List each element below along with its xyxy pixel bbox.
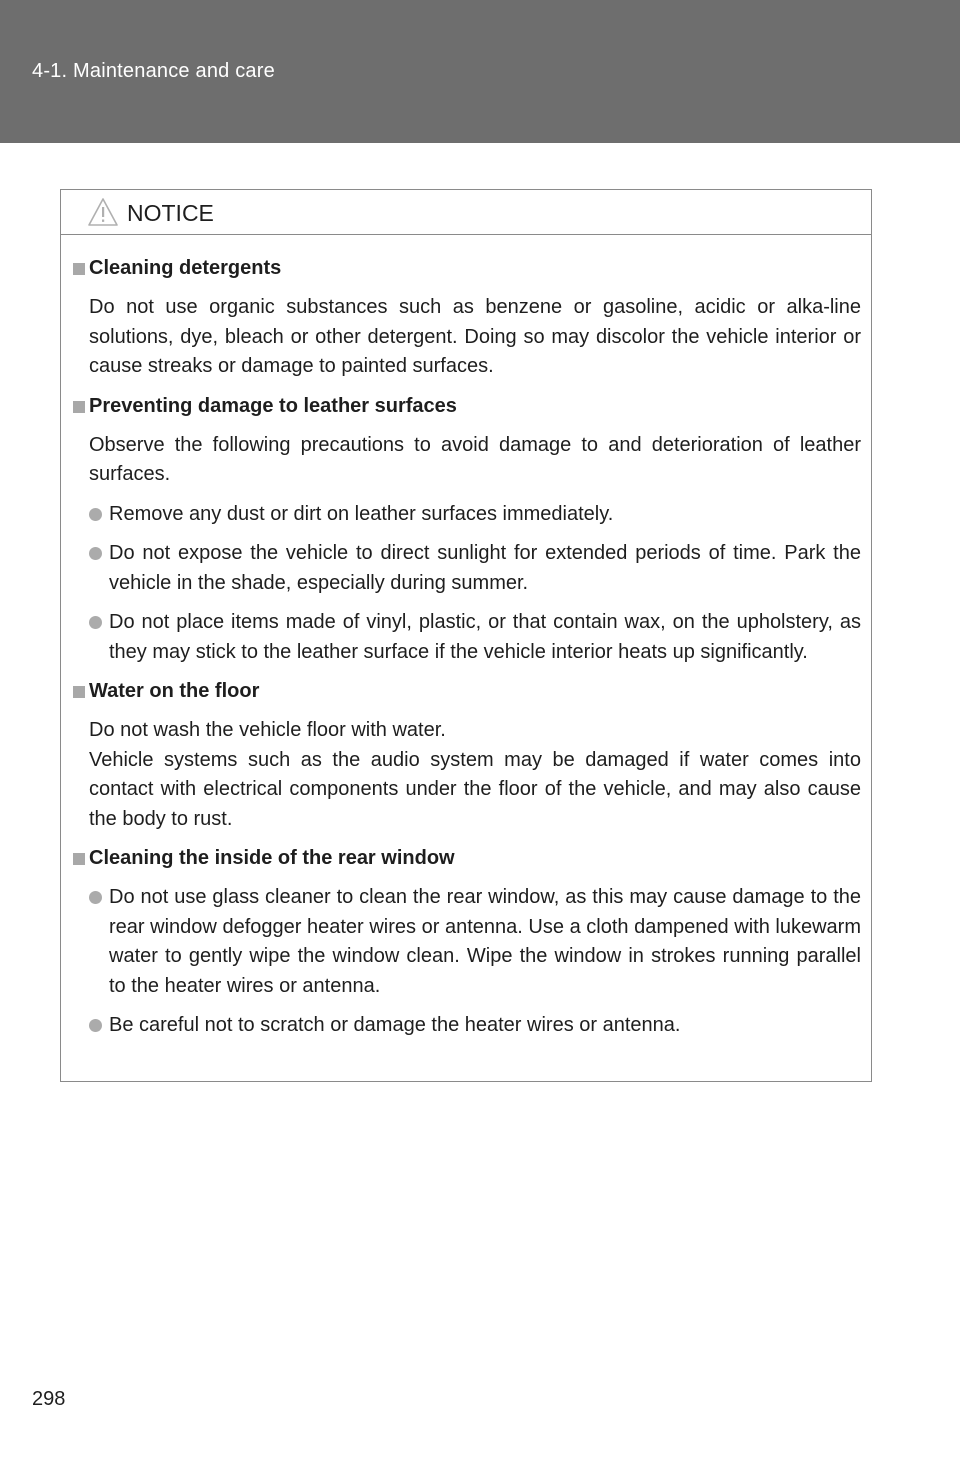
square-bullet-icon [73,401,85,413]
notice-title: NOTICE [127,200,214,226]
list-item: Do not expose the vehicle to direct sunlight for extended periods of time. Park the vehicle in the shade, especially during summer. [109,539,861,598]
circle-bullet-icon [89,508,102,521]
list-item: Be careful not to scratch or damage the heater wires or antenna. [109,1011,861,1041]
square-bullet-icon [73,686,85,698]
notice-header [61,190,871,235]
paragraph: Do not use organic substances such as benzene or gasoline, acidic or alka-line solutions, dye, bleach or other detergent. Doing so may discolor the vehicle interior or cause streaks or damage to painted surfaces. [89,296,861,377]
circle-bullet-icon [89,891,102,904]
paragraph: Observe the following precautions to avoid damage to and deterioration of leather surfaces. [89,433,861,485]
circle-bullet-icon [89,1019,102,1032]
list-item: Do not place items made of vinyl, plastic, or that contain wax, on the upholstery, as they may stick to the leather surface if the vehicle interior heats up significantly. [109,608,861,667]
section-heading: Cleaning the inside of the rear window [89,844,871,873]
paragraph: Vehicle systems such as the audio system may be damaged if water comes into contact with electrical components under the floor of the vehicle, and may also cause the body to rust. [89,748,861,830]
warning-icon [87,197,119,227]
notice-body [61,254,871,1041]
section-title: 4-1. Maintenance and care [32,60,275,82]
circle-bullet-icon [89,547,102,560]
section-heading: Cleaning detergents [89,254,871,283]
square-bullet-icon [73,853,85,865]
section-heading: Water on the floor [89,677,871,706]
page-number: 298 [32,1388,66,1410]
square-bullet-icon [73,263,85,275]
circle-bullet-icon [89,616,102,629]
notice-box [60,189,872,1082]
list-item: Do not use glass cleaner to clean the rear window, as this may cause damage to the rear window defogger heater wires or antenna. Use a cloth dampened with lukewarm water to gently wipe the window clean. Wipe the window in strokes running parallel to the heater wires or antenna. [109,883,861,1001]
section-heading: Preventing damage to leather surfaces [89,392,871,421]
list-item: Remove any dust or dirt on leather surfaces immediately. [109,500,861,530]
paragraph: Do not wash the vehicle floor with water. [89,719,446,741]
page-header [0,0,960,143]
